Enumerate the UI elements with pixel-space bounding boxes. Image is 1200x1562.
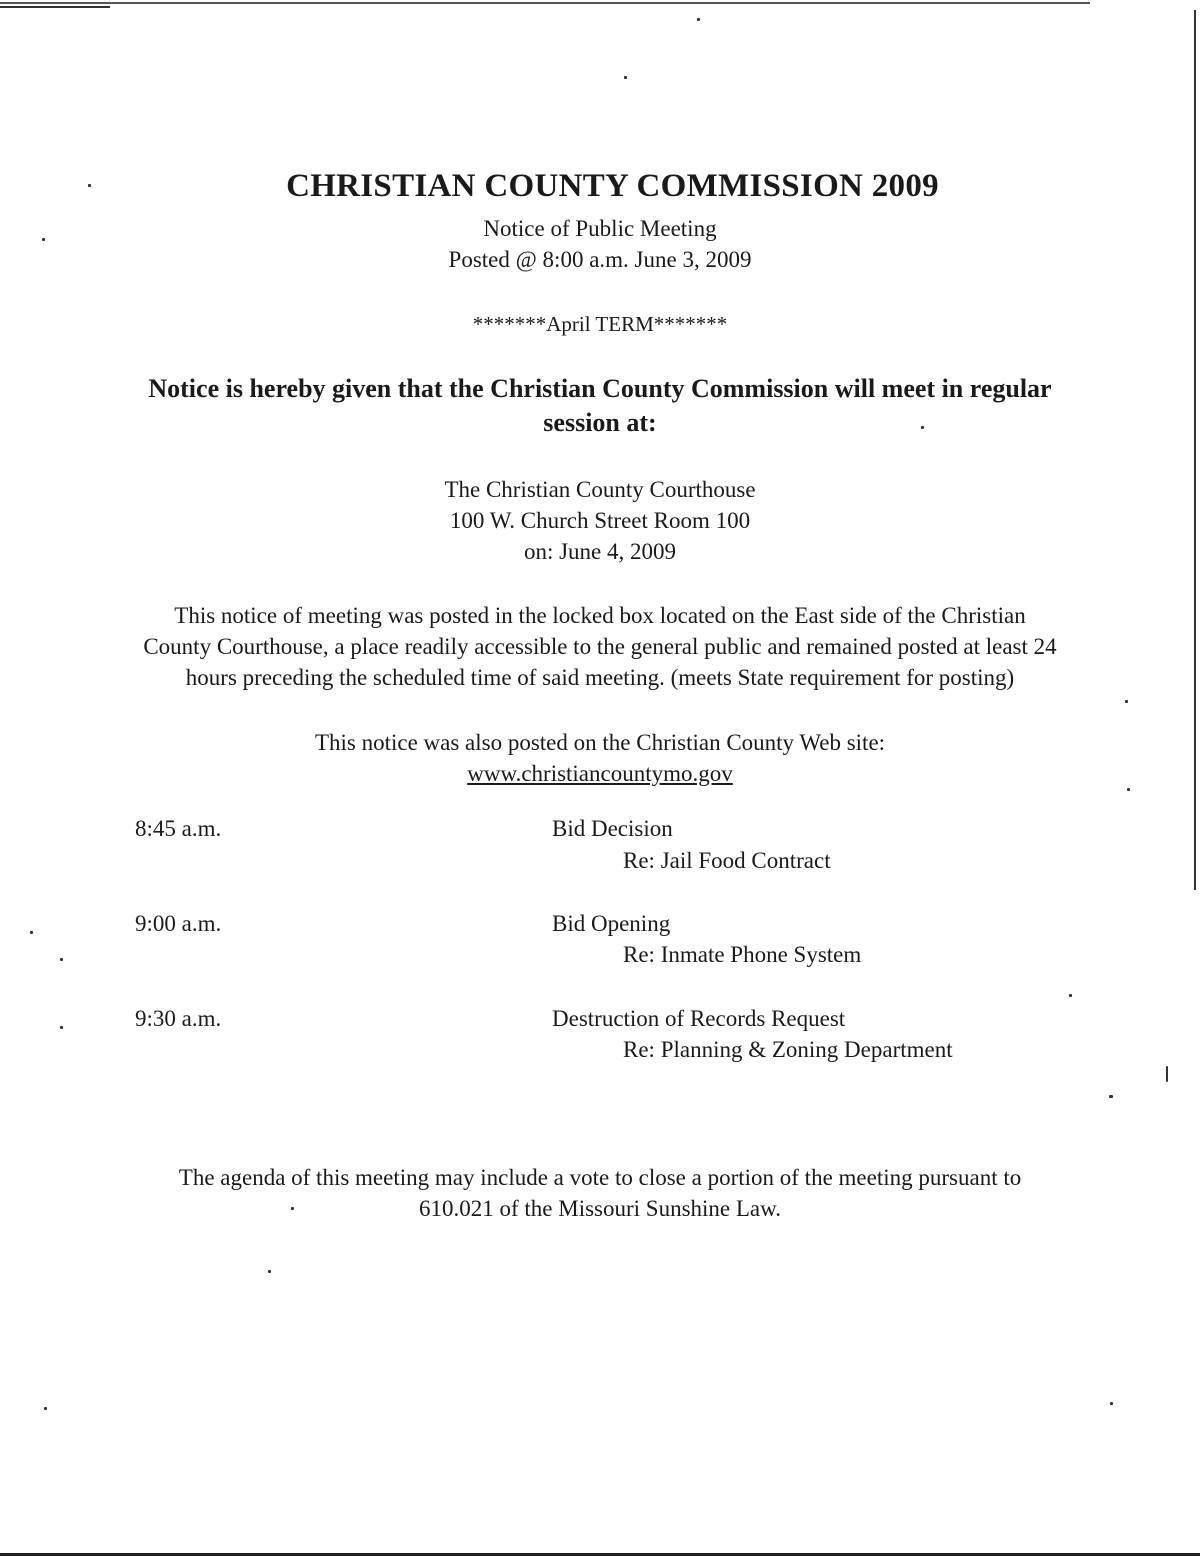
web-notice bbox=[0, 727, 1200, 789]
agenda-title: Bid Opening bbox=[552, 911, 671, 936]
scan-speck bbox=[697, 18, 700, 21]
scan-edge-line bbox=[0, 2, 1090, 4]
scan-speck bbox=[30, 931, 33, 934]
agenda-title: Bid Decision bbox=[552, 816, 673, 841]
notice-statement bbox=[0, 372, 1200, 440]
agenda-subject: Re: Inmate Phone System bbox=[623, 942, 862, 967]
term-label: *******April TERM******* bbox=[472, 312, 728, 336]
notice-line: Notice is hereby given that the Christian County Commission will meet in regular bbox=[148, 374, 1052, 403]
web-notice-text: This notice was also posted on the Christian County Web site: bbox=[314, 730, 886, 755]
paragraph-line: County Courthouse, a place readily accessible to the general public and remained posted at least 24 bbox=[143, 634, 1057, 659]
scan-speck bbox=[624, 76, 627, 79]
paragraph-line: This notice of meeting was posted in the locked box located on the East side of the Christian bbox=[174, 603, 1026, 628]
posted-timestamp: Posted @ 8:00 a.m. June 3, 2009 bbox=[448, 247, 752, 272]
scan-speck bbox=[1125, 700, 1128, 703]
notice-line: session at: bbox=[543, 408, 657, 437]
note-line: The agenda of this meeting may include a vote to close a portion of the meeting pursuant to bbox=[178, 1165, 1022, 1190]
meeting-location bbox=[0, 474, 1200, 567]
scan-speck bbox=[1110, 1095, 1113, 1098]
scan-speck bbox=[1166, 1066, 1168, 1082]
scan-speck bbox=[44, 1407, 47, 1410]
location-name: The Christian County Courthouse bbox=[444, 477, 756, 502]
scan-edge-line bbox=[0, 1553, 1200, 1556]
agenda-time: 9:30 a.m. bbox=[135, 1006, 222, 1031]
agenda-subject: Re: Jail Food Contract bbox=[623, 848, 831, 873]
note-line: 610.021 of the Missouri Sunshine Law. bbox=[418, 1196, 781, 1221]
document-title: CHRISTIAN COUNTY COMMISSION 2009 bbox=[286, 168, 939, 204]
scan-speck bbox=[1069, 994, 1072, 997]
meeting-date: on: June 4, 2009 bbox=[523, 539, 677, 564]
scan-speck bbox=[60, 958, 63, 961]
agenda-time: 9:00 a.m. bbox=[135, 911, 222, 936]
agenda-subject: Re: Planning & Zoning Department bbox=[623, 1037, 953, 1062]
agenda-title: Destruction of Records Request bbox=[552, 1006, 846, 1031]
sunshine-law-note bbox=[0, 1162, 1200, 1224]
paragraph-line: hours preceding the scheduled time of said meeting. (meets State requirement for posting) bbox=[185, 665, 1015, 690]
document-subtitle: Notice of Public Meeting bbox=[483, 216, 717, 241]
location-address: 100 W. Church Street Room 100 bbox=[449, 508, 751, 533]
website-link[interactable]: www.christiancountymo.gov bbox=[467, 761, 733, 786]
scan-speck bbox=[1110, 1402, 1113, 1405]
scan-speck bbox=[268, 1270, 271, 1273]
posting-paragraph bbox=[0, 600, 1200, 693]
scan-speck bbox=[60, 1026, 63, 1029]
scan-edge-line bbox=[0, 6, 110, 8]
agenda-time: 8:45 a.m. bbox=[135, 816, 222, 841]
